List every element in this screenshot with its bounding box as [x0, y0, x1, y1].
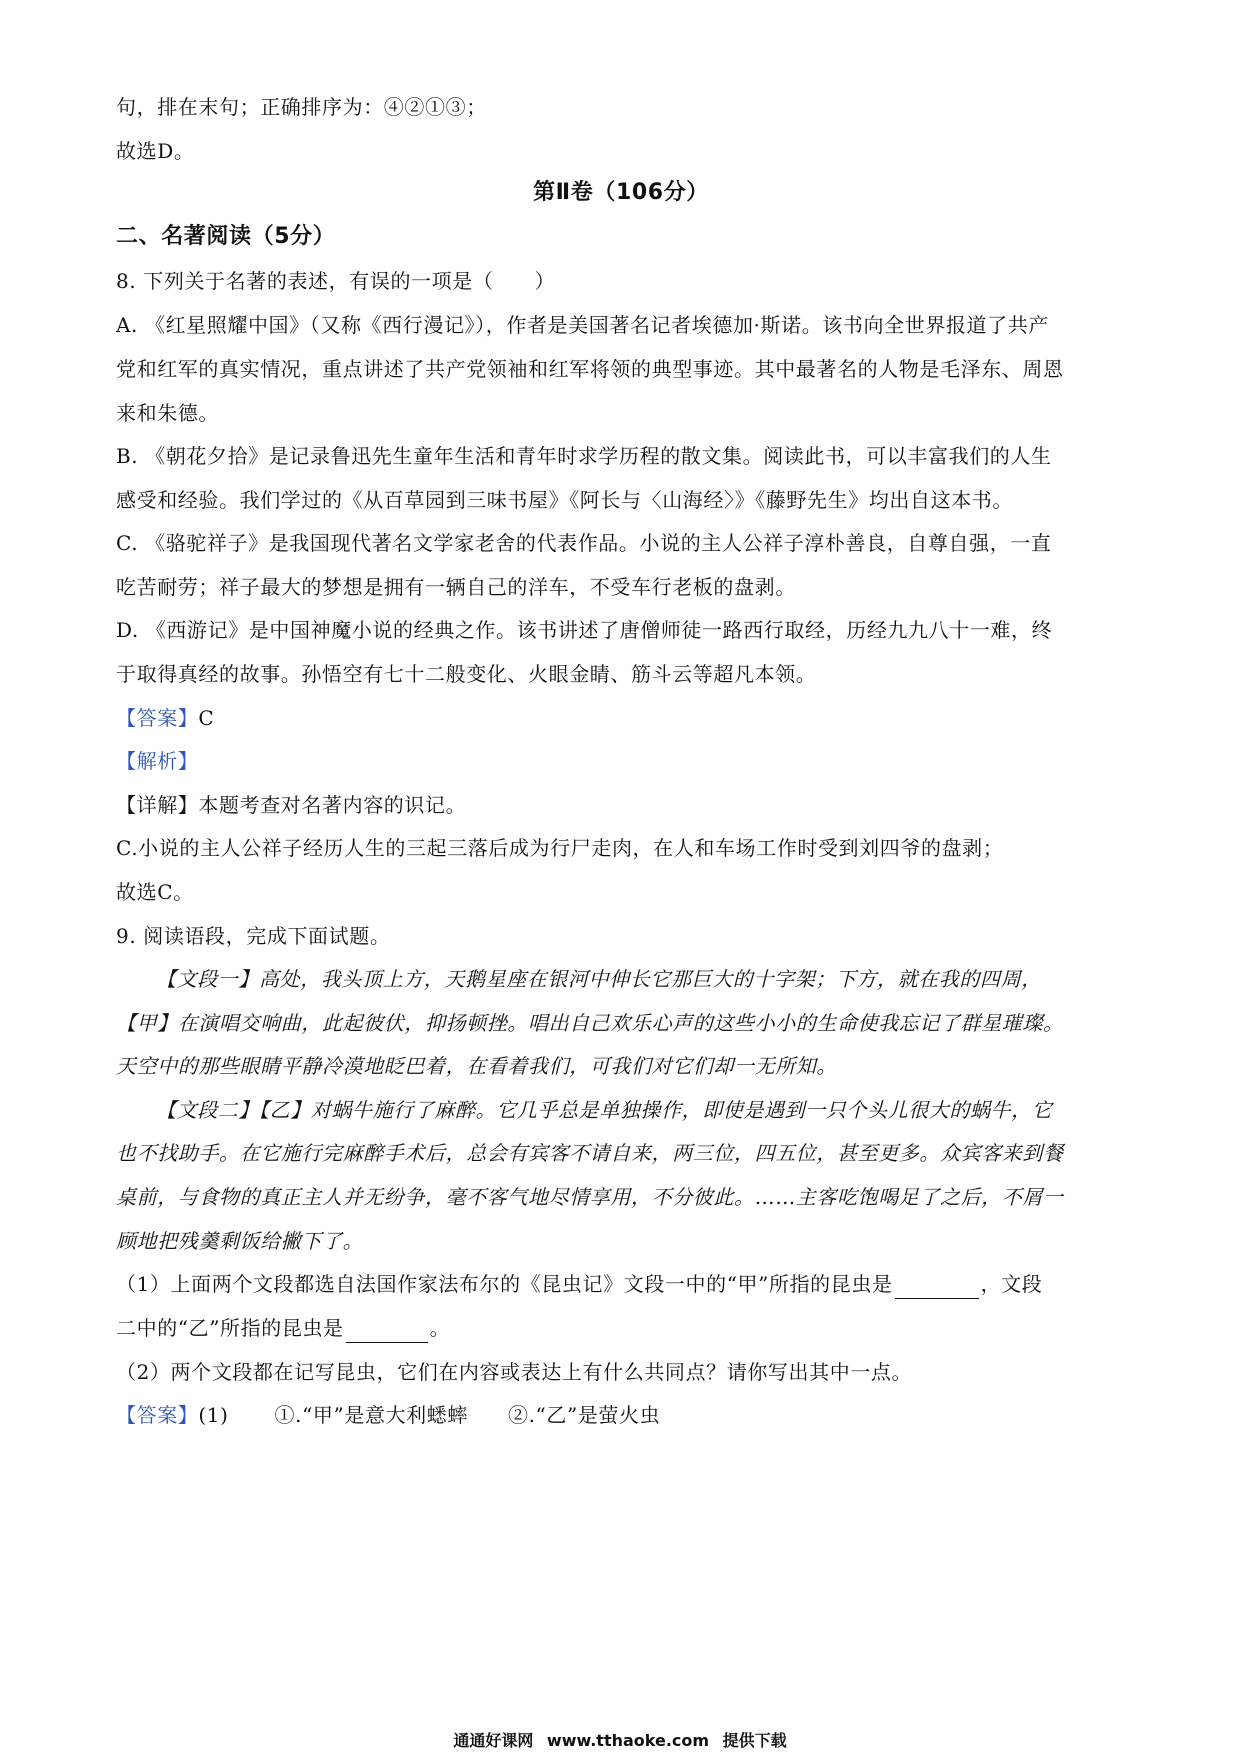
detail-tag: 【详解】	[116, 793, 199, 817]
text-line: 故选D。	[116, 139, 195, 163]
answer-number: (1)	[198, 1403, 229, 1427]
answer-tag: 【答案】	[116, 1403, 199, 1427]
sub-question-1-text: 。	[429, 1316, 451, 1340]
option-a-line: 党和红军的真实情况，重点讲述了共产党领袖和红军将领的典型事迹。其中最著名的人物是毛泽东、周恩	[116, 357, 1064, 381]
footer-url[interactable]: www.tthaoke.com	[546, 1731, 710, 1750]
sub-question-1-text: （1）上面两个文段都选自法国作家法布尔的《昆虫记》文段一中的“甲”所指的昆虫是	[116, 1272, 893, 1296]
sub-question-2: （2）两个文段都在记写昆虫，它们在内容或表达上有什么共同点？请你写出其中一点。	[116, 1360, 913, 1384]
sub-question-1	[116, 1269, 1042, 1299]
question-8-stem: 8. 下列关于名著的表述，有误的一项是（ ）	[116, 269, 556, 293]
option-b-line: B. 《朝花夕拾》是记录鲁迅先生童年生活和青年时求学历程的散文集。阅读此书，可以丰富我们的人生	[116, 444, 1052, 468]
passage-two-line: 也不找助手。在它施行完麻醉手术后，总会有宾客不请自来，两三位，四五位，甚至更多。众宾客来到餐	[116, 1141, 1064, 1165]
sub-question-1-text: 二中的“乙”所指的昆虫是	[116, 1316, 344, 1340]
text-line: C.小说的主人公祥子经历人生的三起三落后成为行尸走肉，在人和车场工作时受到刘四爷的盘剥；	[116, 836, 1004, 860]
passage-two-line: 桌前，与食物的真正主人并无纷争，毫不客气地尽情享用，不分彼此。……主客吃饱喝足了之后，不屑一	[116, 1185, 1064, 1209]
detail-line	[116, 790, 466, 820]
option-b-line: 感受和经验。我们学过的《从百草园到三味书屋》《阿长与〈山海经〉》《藤野先生》均出自这本书。	[116, 488, 1013, 512]
part-heading: 二、名著阅读（5分）	[116, 224, 336, 249]
passage-one-line: 【甲】在演唱交响曲，此起彼伏，抑扬顿挫。唱出自己欢乐心声的这些小小的生命使我忘记了群星璀璨。	[116, 1011, 1064, 1035]
footer-site-name: 通通好课网	[453, 1731, 534, 1750]
option-a-line: 来和朱德。	[116, 401, 219, 425]
option-c-line: C. 《骆驼祥子》是我国现代著名文学家老舍的代表作品。小说的主人公祥子淳朴善良，自尊自强，一直	[116, 531, 1052, 555]
answer-blank[interactable]	[895, 1278, 979, 1299]
option-d-line: 于取得真经的故事。孙悟空有七十二般变化、火眼金睛、筋斗云等超凡本领。	[116, 662, 817, 686]
passage-one-line: 【文段一】高处，我头顶上方，天鹅星座在银河中伸长它那巨大的十字架；下方，就在我的四周，	[156, 967, 1042, 991]
answer-tag: 【答案】	[116, 706, 199, 730]
answer-line	[116, 703, 214, 733]
question-9-stem: 9. 阅读语段，完成下面试题。	[116, 924, 391, 948]
page-footer	[0, 1728, 1240, 1751]
answer-blank[interactable]	[346, 1322, 428, 1343]
section-title: 第Ⅱ卷（106分）	[533, 180, 709, 205]
footer-suffix: 提供下载	[722, 1731, 787, 1750]
text-line: 句，排在末句；正确排序为：④②①③；	[116, 95, 487, 119]
answer-value: C	[198, 706, 215, 730]
option-c-line: 吃苦耐劳；祥子最大的梦想是拥有一辆自己的洋车，不受车行老板的盘剥。	[116, 575, 796, 599]
answer-line-9	[116, 1400, 660, 1430]
sub-question-1-text: ，文段	[980, 1272, 1043, 1296]
text-line: 故选C。	[116, 880, 194, 904]
analysis-tag: 【解析】	[116, 749, 199, 773]
answer-item-1: ①.“甲”是意大利蟋蟀	[274, 1403, 468, 1427]
option-d-line: D. 《西游记》是中国神魔小说的经典之作。该书讲述了唐僧师徒一路西行取经，历经九九八十一难，终	[116, 618, 1053, 642]
answer-item-2: ②.“乙”是萤火虫	[507, 1403, 661, 1427]
sub-question-1-cont	[116, 1313, 450, 1343]
option-a-line: A. 《红星照耀中国》（又称《西行漫记》），作者是美国著名记者埃德加·斯诺。该书向全世界报道了共产	[116, 313, 1049, 337]
passage-two-line: 【文段二】【乙】对蜗牛施行了麻醉。它几乎总是单独操作，即使是遇到一只个头儿很大的蜗牛，它	[156, 1098, 1053, 1122]
detail-text: 本题考查对名著内容的识记。	[198, 793, 467, 817]
passage-one-line: 天空中的那些眼睛平静冷漠地眨巴着，在看着我们，可我们对它们却一无所知。	[116, 1054, 837, 1078]
passage-two-line: 顾地把残羹剩饭给撇下了。	[116, 1229, 364, 1253]
